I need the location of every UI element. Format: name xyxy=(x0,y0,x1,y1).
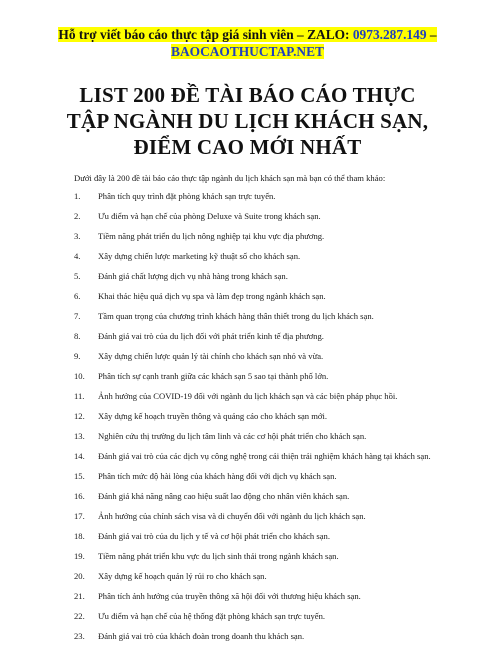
list-item-text: Ảnh hưởng của chính sách visa và di chuyển đối với ngành du lịch khách sạn. xyxy=(98,511,366,521)
list-item-number: 8. xyxy=(74,331,81,341)
list-item xyxy=(0,290,495,310)
list-item-text: Tiềm năng phát triển khu vực du lịch sinh thái trong ngành khách sạn. xyxy=(98,551,339,561)
list-item-text: Ưu điểm và hạn chế của hệ thống đặt phòng khách sạn trực tuyến. xyxy=(98,611,326,621)
list-item-text: Ảnh hưởng của COVID-19 đối với ngành du lịch khách sạn và các biện pháp phục hồi. xyxy=(98,391,398,401)
list-item-text: Xây dựng kế hoạch truyền thông và quảng cáo cho khách sạn mới. xyxy=(98,411,327,421)
list-item-text: Phân tích ảnh hưởng của truyền thông xã hội đối với thương hiệu khách sạn. xyxy=(98,591,361,601)
website-link[interactable]: BAOCAOTHUCTAP.NET xyxy=(171,44,324,59)
list-item xyxy=(0,530,495,550)
topic-list xyxy=(0,190,495,650)
zalo-phone-link[interactable]: 0973.287.149 xyxy=(352,27,427,42)
list-item-number: 13. xyxy=(74,431,85,441)
list-item-text: Nghiên cứu thị trường du lịch tâm linh và các cơ hội phát triển cho khách sạn. xyxy=(98,431,367,441)
list-item-number: 5. xyxy=(74,271,81,281)
list-item-number: 22. xyxy=(74,611,85,621)
list-item xyxy=(0,630,495,650)
title-line-3: ĐIỂM CAO MỚI NHẤT xyxy=(133,135,362,159)
list-item-text: Tầm quan trọng của chương trình khách hàng thân thiết trong du lịch khách sạn. xyxy=(98,311,374,321)
list-item xyxy=(0,390,495,410)
list-item xyxy=(0,330,495,350)
list-item-number: 18. xyxy=(74,531,85,541)
list-item xyxy=(0,430,495,450)
title-line-1: LIST 200 ĐỀ TÀI BÁO CÁO THỰC xyxy=(79,83,416,107)
list-item-text: Đánh giá vai trò của các dịch vụ công nghệ trong cải thiện trải nghiệm khách hàng tại khách sạn. xyxy=(98,451,431,461)
list-item xyxy=(0,550,495,570)
title-line-2: TẬP NGÀNH DU LỊCH KHÁCH SẠN, xyxy=(66,109,429,133)
list-item-number: 7. xyxy=(74,311,81,321)
list-item-text: Xây dựng kế hoạch quản lý rủi ro cho khách sạn. xyxy=(98,571,267,581)
list-item-text: Khai thác hiệu quả dịch vụ spa và làm đẹp trong ngành khách sạn. xyxy=(98,291,326,301)
promo-line-1 xyxy=(0,26,495,43)
list-item xyxy=(0,470,495,490)
list-item-number: 14. xyxy=(74,451,85,461)
list-item-text: Ưu điểm và hạn chế của phòng Deluxe và Suite trong khách sạn. xyxy=(98,211,321,221)
list-item xyxy=(0,610,495,630)
list-item xyxy=(0,210,495,230)
list-item xyxy=(0,570,495,590)
list-item-text: Tiềm năng phát triển du lịch nông nghiệp tại khu vực địa phương. xyxy=(98,231,325,241)
list-item-text: Đánh giá chất lượng dịch vụ nhà hàng trong khách sạn. xyxy=(98,271,288,281)
list-item xyxy=(0,370,495,390)
list-item xyxy=(0,510,495,530)
list-item-number: 11. xyxy=(74,391,85,401)
list-item-text: Phân tích quy trình đặt phòng khách sạn trực tuyến. xyxy=(98,191,276,201)
intro-paragraph: Dưới đây là 200 đề tài báo cáo thực tập ngành du lịch khách sạn mà bạn có thể tham khảo: xyxy=(74,173,386,183)
document-page xyxy=(0,26,495,666)
list-item-number: 1. xyxy=(74,191,81,201)
list-item xyxy=(0,590,495,610)
list-item-number: 6. xyxy=(74,291,81,301)
list-item-number: 2. xyxy=(74,211,81,221)
list-item-text: Xây dựng chiến lược marketing kỹ thuật số cho khách sạn. xyxy=(98,251,301,261)
list-item-text: Đánh giá vai trò của du lịch đối với phát triển kinh tế địa phương. xyxy=(98,331,324,341)
promo-line-2 xyxy=(0,43,495,60)
list-item xyxy=(0,410,495,430)
list-item xyxy=(0,490,495,510)
list-item xyxy=(0,270,495,290)
list-item xyxy=(0,310,495,330)
list-item-text: Đánh giá vai trò của du lịch y tế và cơ hội phát triển cho khách sạn. xyxy=(98,531,330,541)
list-item-number: 17. xyxy=(74,511,85,521)
list-item-number: 10. xyxy=(74,371,85,381)
list-item-number: 15. xyxy=(74,471,85,481)
list-item xyxy=(0,230,495,250)
list-item-number: 16. xyxy=(74,491,85,501)
list-item-text: Phân tích mức độ hài lòng của khách hàng đối với dịch vụ khách sạn. xyxy=(98,471,337,481)
list-item-number: 12. xyxy=(74,411,85,421)
list-item-text: Đánh giá vai trò của khách đoàn trong doanh thu khách sạn. xyxy=(98,631,305,641)
document-title xyxy=(0,82,495,160)
list-item xyxy=(0,250,495,270)
list-item-number: 20. xyxy=(74,571,85,581)
list-item xyxy=(0,350,495,370)
list-item-number: 21. xyxy=(74,591,85,601)
list-item xyxy=(0,190,495,210)
list-item xyxy=(0,450,495,470)
list-item-number: 4. xyxy=(74,251,81,261)
promo-dash: – xyxy=(426,27,437,42)
promo-banner xyxy=(0,26,495,60)
list-item-number: 19. xyxy=(74,551,85,561)
list-item-text: Xây dựng chiến lược quản lý tài chính cho khách sạn nhỏ và vừa. xyxy=(98,351,324,361)
list-item-number: 23. xyxy=(74,631,85,641)
list-item-text: Đánh giá khả năng nâng cao hiệu suất lao động cho nhân viên khách sạn. xyxy=(98,491,350,501)
list-item-number: 3. xyxy=(74,231,81,241)
list-item-number: 9. xyxy=(74,351,81,361)
list-item-text: Phân tích sự cạnh tranh giữa các khách sạn 5 sao tại thành phố lớn. xyxy=(98,371,329,381)
promo-text: Hỗ trợ viết báo cáo thực tập giá sinh viên – ZALO: xyxy=(58,27,353,42)
